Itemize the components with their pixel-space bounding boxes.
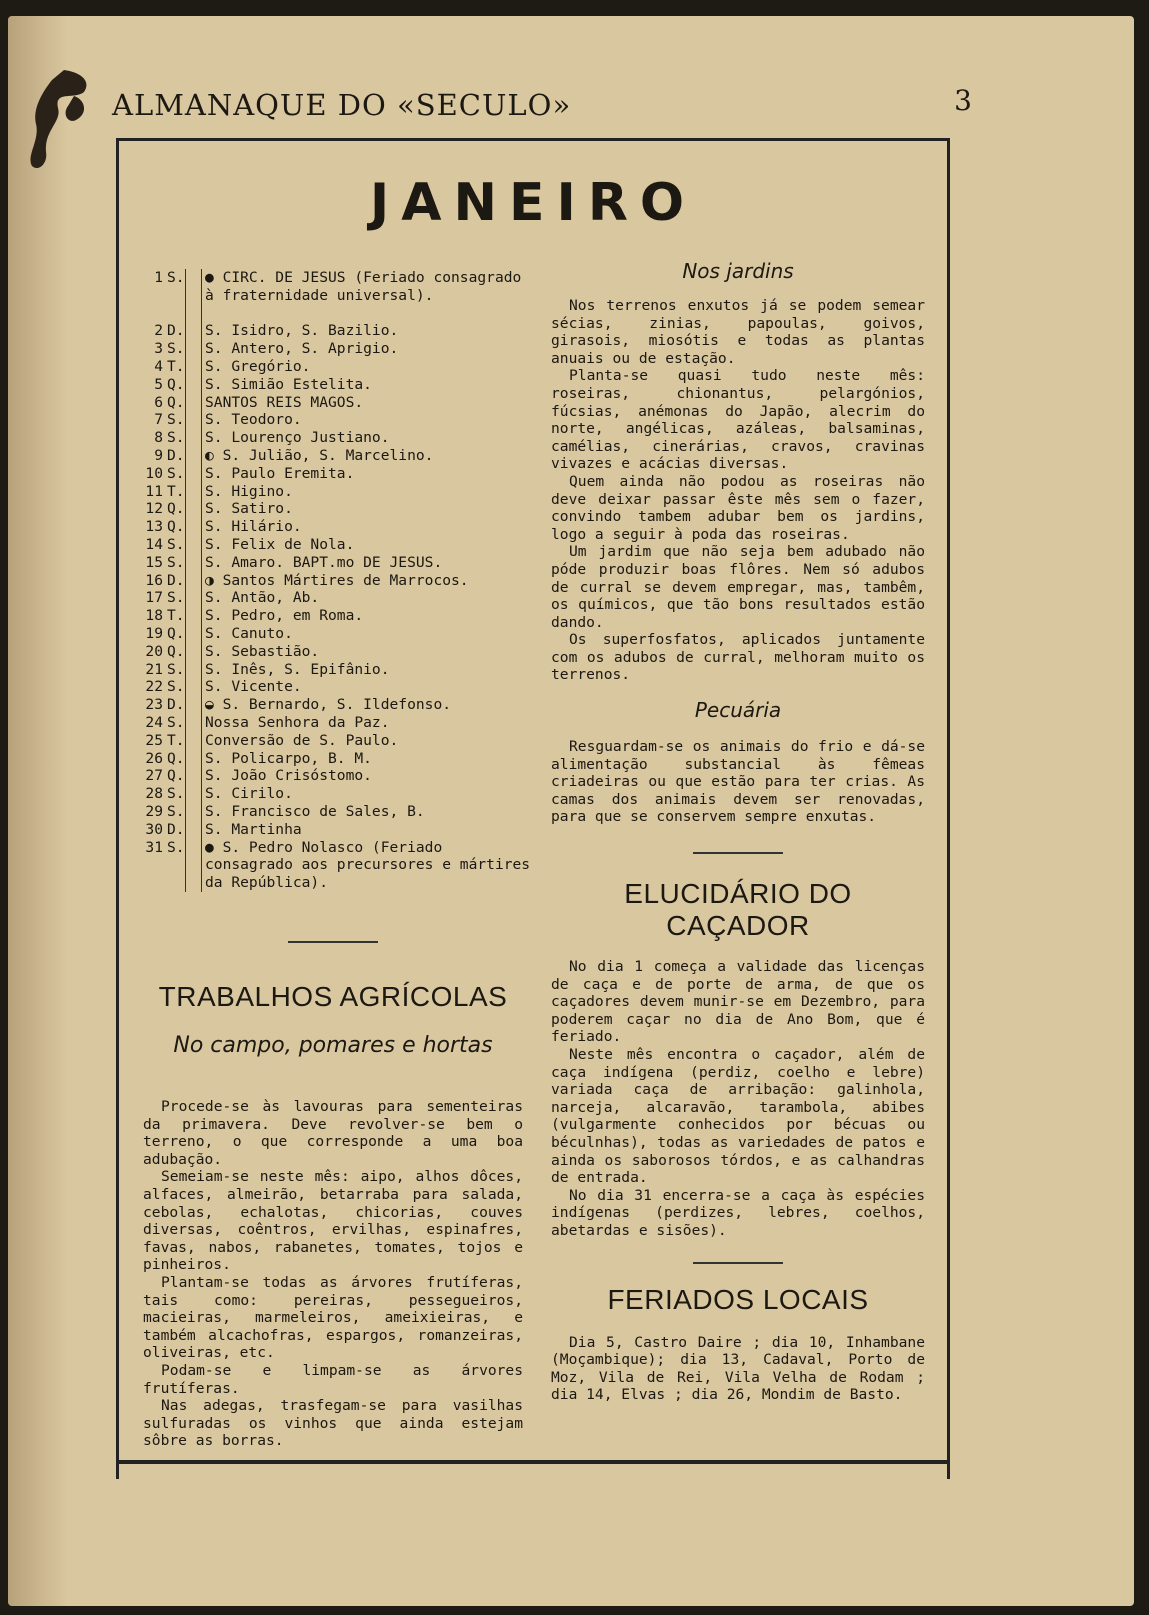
calendar-row <box>137 376 517 394</box>
paragraph: Resguardam-se os animais do frio e dá-se alimentação substancial às fêmeas criadeiras ou que estão para ter crias. As camas dos animais devem ser renovadas, para que se conservem sempre enxutas. <box>551 738 925 826</box>
calendar-row <box>137 678 517 696</box>
calendar-row <box>137 696 517 714</box>
saint-name: S. Antero, S. Aprigio. <box>205 340 399 358</box>
saint-name: S. Lourenço Justiano. <box>205 429 390 447</box>
weekday: D. <box>167 571 185 589</box>
saint-name: S. Simião Estelita. <box>205 375 372 393</box>
saint-name: S. Teodoro. <box>205 411 302 429</box>
weekday: S. <box>167 838 185 856</box>
calendar-row <box>137 838 531 892</box>
section-divider <box>693 852 783 854</box>
left-column <box>143 941 523 1450</box>
calendar-row <box>137 750 517 768</box>
day-number: 6 <box>154 393 163 411</box>
bottom-rule <box>118 1460 948 1464</box>
content-frame <box>116 138 950 1479</box>
weekday: D. <box>167 696 185 714</box>
saint-name: ● CIRC. DE JESUS (Feriado consagrado à fraternidade universal). <box>205 269 522 304</box>
saint-name: S. Paulo Eremita. <box>205 464 355 482</box>
paragraph: Podam-se e limpam-se as árvores frutíferas. <box>143 1361 523 1397</box>
day-number: 21 <box>145 660 163 678</box>
saint-name: S. Martinha <box>205 820 302 838</box>
weekday: S. <box>167 269 185 286</box>
calendar-row <box>137 518 517 536</box>
weekday: Q. <box>167 624 185 642</box>
almanac-title: ALMANAQUE DO «SECULO» <box>112 88 572 122</box>
weekday: S. <box>167 713 185 731</box>
jardins-title: Nos jardins <box>682 259 794 283</box>
agricolas-subtitle: No campo, pomares e hortas <box>173 1033 493 1058</box>
calendar-row <box>137 607 517 625</box>
paragraph: Procede-se às lavouras para sementeiras da primavera. Deve revolver-se bem o terreno, o que corresponde a uma boa adubação. <box>143 1098 523 1168</box>
saint-name: S. Canuto. <box>205 624 293 642</box>
calendar-row <box>137 358 517 376</box>
paragraph: No dia 31 encerra-se a caça às espécies indígenas (perdizes, lebres, coelhos, abetardas e sisões). <box>551 1186 925 1239</box>
paragraph: Semeiam-se neste mês: aipo, alhos dôces, alfaces, almeirão, betarraba para salada, cebolas, echalotas, chicorias, couves diversas, coêntros, ervilhas, espinafres, favas, nabos, rabanetes, tomates, tojos e pinheiros. <box>143 1168 523 1274</box>
calendar-row <box>137 821 517 839</box>
day-number: 11 <box>145 482 163 500</box>
section-divider <box>288 941 378 943</box>
paragraph: Dia 5, Castro Daire ; dia 10, Inhambane (Moçambique); dia 13, Cadaval, Porto de Moz, Vila de Rei, Vila Velha de Rodam ; dia 14, Elvas ; dia 26, Mondim de Basto. <box>551 1333 925 1404</box>
day-number: 3 <box>154 340 163 358</box>
saint-name: S. Vicente. <box>205 678 302 696</box>
weekday: Q. <box>167 749 185 767</box>
day-number: 12 <box>145 500 163 518</box>
saint-name: S. João Crisóstomo. <box>205 767 372 785</box>
saint-name: S. Satiro. <box>205 500 293 518</box>
day-number: 2 <box>154 322 163 340</box>
calendar-row <box>137 643 517 661</box>
calendar-row <box>137 589 517 607</box>
weekday: T. <box>167 731 185 749</box>
weekday: S. <box>167 411 185 429</box>
saint-name: S. Antão, Ab. <box>205 589 320 607</box>
weekday: Q. <box>167 500 185 518</box>
weekday: S. <box>167 678 185 696</box>
saint-name: S. Cirilo. <box>205 785 293 803</box>
weekday: S. <box>167 660 185 678</box>
saint-name: S. Pedro, em Roma. <box>205 607 364 625</box>
day-number: 16 <box>145 571 163 589</box>
paragraph: Os superfosfatos, aplicados juntamente com os adubos de curral, melhoram muito os terrenos. <box>551 631 925 684</box>
page-number: 3 <box>954 84 972 117</box>
day-number: 23 <box>145 696 163 714</box>
day-number: 1 <box>154 269 163 286</box>
weekday: D. <box>167 446 185 464</box>
paragraph: No dia 1 começa a validade das licenças de caça e de porte de arma, de que os caçadores devem munir-se em Dezembro, para poderem caçar no dia de Ano Bom, que é feriado. <box>551 958 925 1046</box>
calendar-row <box>137 661 517 679</box>
day-number: 30 <box>145 820 163 838</box>
feriados-title: FERIADOS LOCAIS <box>607 1283 869 1315</box>
weekday: D. <box>167 820 185 838</box>
running-header <box>112 78 972 124</box>
calendar-row <box>137 785 517 803</box>
month-heading: JANEIRO <box>369 173 697 233</box>
day-number: 9 <box>154 446 163 464</box>
day-number: 28 <box>145 785 163 803</box>
day-number: 15 <box>145 553 163 571</box>
day-number: 31 <box>145 838 163 856</box>
pecuaria-text <box>551 738 925 826</box>
day-number: 29 <box>145 802 163 820</box>
calendar-row <box>137 536 517 554</box>
paragraph: Neste mês encontra o caçador, além de caça indígena (perdiz, coelho e lebre) variada caça de arribação: galinhola, narceja, alcaravão, tarambola, abibes (vulgarmente conhecidos por bécuas ou béculnhas), todas as variedades de patos e ainda os saborosos tórdos, e as calhandras de entrada. <box>551 1046 925 1187</box>
ink-stain-icon <box>24 60 94 180</box>
saint-name: Nossa Senhora da Paz. <box>205 713 390 731</box>
day-number: 8 <box>154 429 163 447</box>
saint-name: S. Higino. <box>205 482 293 500</box>
day-number: 25 <box>145 731 163 749</box>
calendar-row <box>137 447 517 465</box>
paragraph: Planta-se quasi tudo neste mês: roseiras, chionantus, pelargónios, fúcsias, anémonas do Japão, alecrim do norte, angélicas, azáleas, balsaminas, camélias, cinerárias, cravos, cravinas vivazes e acácias diversas. <box>551 367 925 473</box>
calendar-row <box>137 429 517 447</box>
saint-name: S. Policarpo, B. M. <box>205 749 372 767</box>
calendar-row <box>137 465 517 483</box>
saint-name: SANTOS REIS MAGOS. <box>205 393 364 411</box>
saint-name: Conversão de S. Paulo. <box>205 731 399 749</box>
calendar-row <box>137 483 517 501</box>
day-number: 27 <box>145 767 163 785</box>
saint-name: S. Sebastião. <box>205 642 320 660</box>
day-number: 20 <box>145 642 163 660</box>
paragraph: Nos terrenos enxutos já se podem semear sécias, zinias, papoulas, goivos, girasois, miosótis e todas as plantas anuais ou de estação. <box>551 297 925 367</box>
feriados-text <box>551 1334 925 1404</box>
saint-name: S. Hilário. <box>205 518 302 536</box>
day-number: 7 <box>154 411 163 429</box>
saint-name: S. Felix de Nola. <box>205 535 355 553</box>
calendar-row <box>137 269 522 322</box>
day-number: 14 <box>145 535 163 553</box>
weekday: Q. <box>167 642 185 660</box>
calendar-row <box>137 767 517 785</box>
calendar-row <box>137 803 517 821</box>
paragraph: Quem ainda não podou as roseiras não deve deixar passar êste mês sem o fazer, convindo tambem adubar bem os jardins, logo a seguir à poda das roseiras. <box>551 472 925 543</box>
calendar-row <box>137 411 517 429</box>
saint-name: S. Gregório. <box>205 357 311 375</box>
almanac-page <box>8 16 1134 1606</box>
saint-name: ● S. Pedro Nolasco (Feriado consagrado aos precursores e mártires da República). <box>205 838 531 892</box>
agricolas-text <box>143 1098 523 1450</box>
day-number: 4 <box>154 357 163 375</box>
right-column <box>551 259 925 1404</box>
elucidario-title: ELUCIDÁRIO DO CAÇADOR <box>624 878 852 942</box>
calendar-row <box>137 554 517 572</box>
day-number: 5 <box>154 375 163 393</box>
calendar-row <box>137 732 517 750</box>
calendar-row <box>137 500 517 518</box>
weekday: Q. <box>167 518 185 536</box>
saint-name: ◑ Santos Mártires de Marrocos. <box>205 571 469 589</box>
day-number: 24 <box>145 713 163 731</box>
saint-name: S. Amaro. BAPT.mo DE JESUS. <box>205 553 443 571</box>
saint-name: ◐ S. Julião, S. Marcelino. <box>205 446 434 464</box>
day-number: 13 <box>145 518 163 536</box>
calendar-row <box>137 572 517 590</box>
jardins-text <box>551 297 925 684</box>
weekday: T. <box>167 482 185 500</box>
weekday: S. <box>167 535 185 553</box>
calendar-row <box>137 394 517 412</box>
section-divider <box>693 1262 783 1264</box>
day-number: 17 <box>145 589 163 607</box>
weekday: S. <box>167 429 185 447</box>
day-number: 19 <box>145 624 163 642</box>
saint-name: S. Francisco de Sales, B. <box>205 802 425 820</box>
day-number: 10 <box>145 464 163 482</box>
weekday: S. <box>167 553 185 571</box>
saint-name: S. Isidro, S. Bazilio. <box>205 322 399 340</box>
elucidario-text <box>551 958 925 1240</box>
weekday: Q. <box>167 393 185 411</box>
saints-calendar <box>137 269 531 892</box>
agricolas-title: TRABALHOS AGRÍCOLAS <box>158 981 508 1012</box>
day-number: 18 <box>145 607 163 625</box>
weekday: S. <box>167 785 185 803</box>
saint-name: S. Inês, S. Epifânio. <box>205 660 390 678</box>
paragraph: Nas adegas, trasfegam-se para vasilhas sulfuradas os vinhos que ainda estejam sôbre as borras. <box>143 1397 523 1450</box>
weekday: Q. <box>167 375 185 393</box>
weekday: S. <box>167 464 185 482</box>
calendar-row <box>137 322 517 340</box>
weekday: Q. <box>167 767 185 785</box>
weekday: S. <box>167 802 185 820</box>
weekday: S. <box>167 340 185 358</box>
day-number: 22 <box>145 678 163 696</box>
weekday: S. <box>167 589 185 607</box>
weekday: T. <box>167 357 185 375</box>
weekday: T. <box>167 607 185 625</box>
pecuaria-title: Pecuária <box>694 698 782 723</box>
calendar-row <box>137 714 517 732</box>
weekday: D. <box>167 322 185 340</box>
paragraph: Um jardim que não seja bem adubado não póde produzir boas flôres. Nem só adubos de curral se devem empregar, mas, tambêm, os químicos, que tão bons resultados estão dando. <box>551 543 925 631</box>
calendar-row <box>137 340 517 358</box>
saint-name: ◒ S. Bernardo, S. Ildefonso. <box>205 696 452 714</box>
paragraph: Plantam-se todas as árvores frutíferas, tais como: pereiras, pessegueiros, macieiras, marmeleiros, ameixieiras, e também alcachofras, espargos, romanzeiras, oliveiras, etc. <box>143 1273 523 1362</box>
calendar-row <box>137 625 517 643</box>
day-number: 26 <box>145 749 163 767</box>
